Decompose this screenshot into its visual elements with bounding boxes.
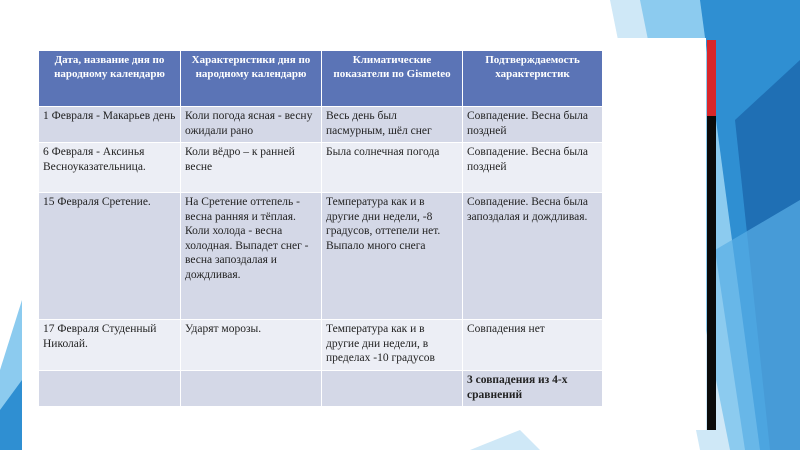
table-row [39, 320, 603, 371]
cell-climate: Температура как и в другие дни недели, -8 градусов, оттепели нет. Выпало много снега [322, 193, 463, 320]
cell-date: 17 Февраля Студенный Николай. [39, 320, 181, 371]
table-header-row [39, 51, 603, 107]
header-date: Дата, название дня по народному календарю [39, 51, 181, 107]
table-row [39, 193, 603, 320]
cell-characteristics: Коли вёдро – к ранней весне [181, 143, 322, 193]
header-confirmation: Подтверждаемость характеристик [463, 51, 603, 107]
cell-climate: Температура как и в другие дни недели, в пределах -10 градусов [322, 320, 463, 371]
cell-date: 15 Февраля Сретение. [39, 193, 181, 320]
table-row [39, 143, 603, 193]
red-accent-stripe [707, 40, 716, 116]
cell-characteristics: Коли погода ясная - весну ожидали рано [181, 107, 322, 143]
cell-characteristics: На Сретение оттепель - весна ранняя и тёплая. Коли холода - весна холодная. Выпадет снег - весна запоздалая и дождливая. [181, 193, 322, 320]
cell-climate: Была солнечная погода [322, 143, 463, 193]
folk-calendar-table [38, 50, 603, 407]
cell-empty [181, 371, 322, 407]
cell-empty [39, 371, 181, 407]
cell-date: 1 Февраля - Макарьев день [39, 107, 181, 143]
cell-confirmation: Совпадение. Весна была поздней [463, 143, 603, 193]
header-climate: Климатические показатели по Gismeteo [322, 51, 463, 107]
table-row [39, 107, 603, 143]
cell-date: 6 Февраля - Аксинья Весноуказательница. [39, 143, 181, 193]
header-characteristics: Характеристики дня по народному календарю [181, 51, 322, 107]
cell-summary: 3 совпадения из 4-х сравнений [463, 371, 603, 407]
summary-row [39, 371, 603, 407]
cell-climate: Весь день был пасмурным, шёл снег [322, 107, 463, 143]
cell-confirmation: Совпадения нет [463, 320, 603, 371]
cell-confirmation: Совпадение. Весна была запоздалая и дождливая. [463, 193, 603, 320]
cell-characteristics: Ударят морозы. [181, 320, 322, 371]
cell-confirmation: Совпадение. Весна была поздней [463, 107, 603, 143]
cell-empty [322, 371, 463, 407]
black-accent-stripe [707, 116, 716, 430]
